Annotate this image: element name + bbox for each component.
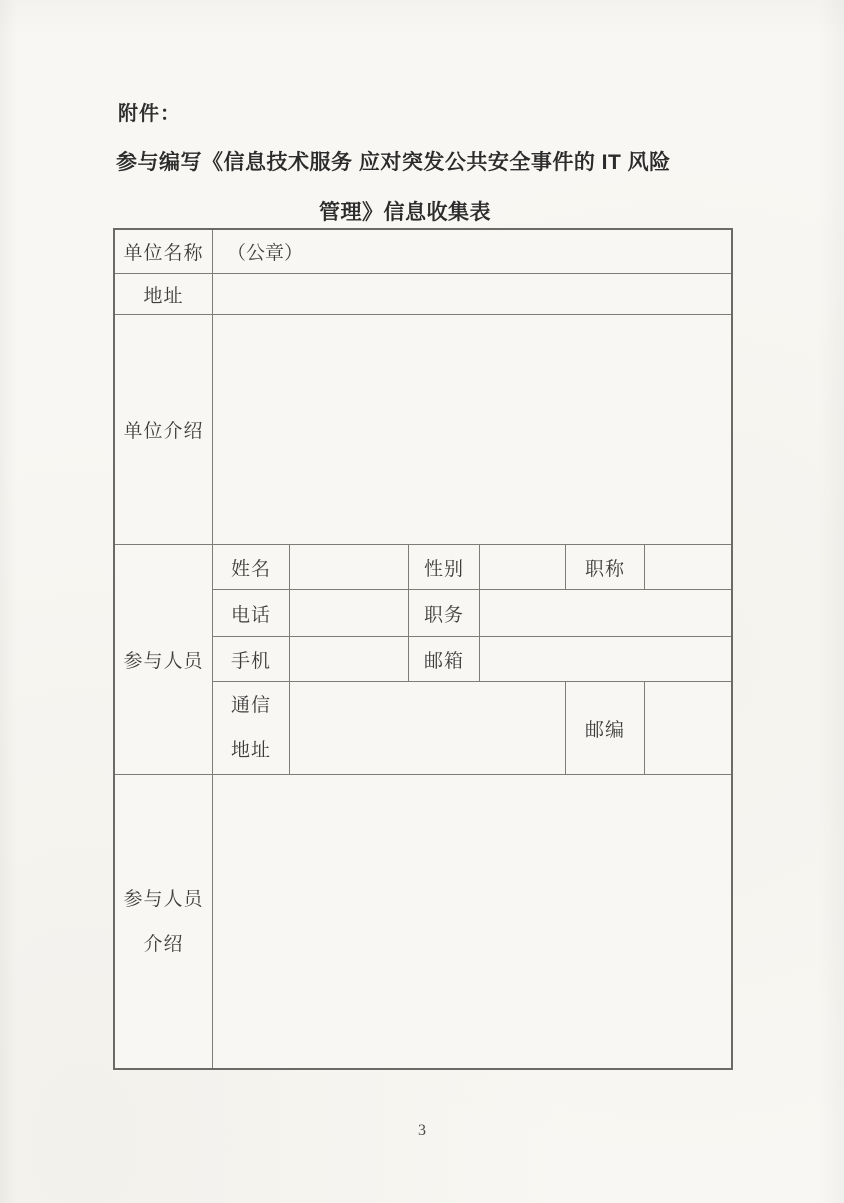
email-label-cell: 邮箱 bbox=[409, 637, 479, 681]
mailing-address-label-cell bbox=[213, 682, 289, 774]
gender-label-cell: 性别 bbox=[409, 545, 479, 589]
unit-name-label-cell: 单位名称 bbox=[115, 230, 212, 273]
postcode-value-cell bbox=[645, 682, 731, 774]
mobile-label-cell: 手机 bbox=[213, 637, 289, 681]
info-collection-table bbox=[113, 228, 733, 1070]
unit-name-value-cell: （公章） bbox=[213, 230, 731, 273]
participant-intro-label-line-1: 参与人员 bbox=[123, 888, 204, 910]
phone-value-cell bbox=[290, 590, 408, 636]
document-title-line-1: 参与编写《信息技术服务 应对突发公共安全事件的 IT 风险 bbox=[116, 151, 671, 174]
job-title-value-cell bbox=[645, 545, 731, 589]
unit-intro-value-cell bbox=[213, 315, 731, 544]
gender-value-cell bbox=[480, 545, 565, 589]
job-title-label-cell: 职称 bbox=[566, 545, 644, 589]
address-label-cell: 地址 bbox=[115, 274, 212, 314]
name-value-cell bbox=[290, 545, 408, 589]
phone-label-cell: 电话 bbox=[213, 590, 289, 636]
mailing-address-value-cell bbox=[290, 682, 565, 774]
position-value-cell bbox=[480, 590, 731, 636]
mailing-address-label-line-2: 地址 bbox=[230, 740, 271, 761]
name-label-cell: 姓名 bbox=[213, 545, 289, 589]
participant-intro-label-cell bbox=[115, 775, 212, 1068]
participant-intro-label-line-2: 介绍 bbox=[143, 933, 184, 955]
participant-intro-value-cell bbox=[213, 775, 731, 1068]
document-title-line-2: 管理》信息收集表 bbox=[319, 201, 491, 224]
unit-intro-label-cell: 单位介绍 bbox=[115, 315, 212, 544]
email-value-cell bbox=[480, 637, 731, 681]
address-value-cell bbox=[213, 274, 731, 314]
page-number: 3 bbox=[418, 1122, 426, 1139]
position-label-cell: 职务 bbox=[409, 590, 479, 636]
mobile-value-cell bbox=[290, 637, 408, 681]
attachment-label: 附件： bbox=[118, 103, 181, 125]
postcode-label-cell: 邮编 bbox=[566, 682, 644, 774]
mailing-address-label-line-1: 通信 bbox=[230, 695, 271, 716]
participants-group-label-cell: 参与人员 bbox=[115, 545, 212, 774]
